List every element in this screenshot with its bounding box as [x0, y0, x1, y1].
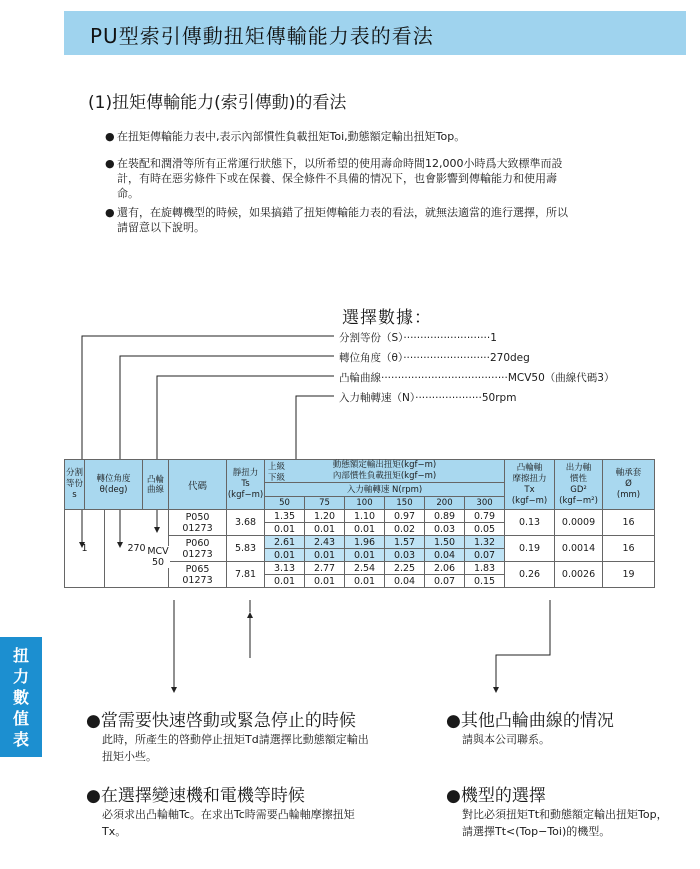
ts-cell: 5.83 [227, 536, 265, 562]
table-row: 1 270 P050 01273 3.68 1.35 1.20 1.10 0.97 0.89 0.79 0.13 0.0009 16 [65, 510, 655, 523]
hdr-angle: 轉位角度 θ(deg) [85, 460, 143, 510]
bearing-cell: 16 [603, 510, 655, 536]
torque-table: 分割等份 s 轉位角度 θ(deg) 凸輪曲線 代碼 靜扭力 Ts (kgf−m) 上級 下級 動態額定輸出扭矩(kgf−m) 內部慣性負載扭矩(kgf−m) 凸輪軸 摩擦扭力 Tx (kgf−m) 出力軸 慣性 GD² (kgf−m²) 軸承套 Ø (mm) 入力軸轉速 N(rpm) 50 75 100 150 200 300 1 270 P050 01273 3.68 1.35 1.20 1.10 0.97 0.89 0.79 0.13 0.0009 16 0.01 0.01 0.01 0.02 0.03 0.05 P060 01273 5.83 2.61 2.43 1.96 1.57 1.50 1.32 0.19 0.0014 16 0.01 0.01 0.01 0.03 0.04 0.07 P065 01273 7.81 3.13 2.77 2.54 2.25 2.06 1.83 0.26 0.0026 19 0.01 0.01 0.01 0.04 0.07 0.15 [64, 459, 655, 588]
section-title: (1)扭矩傳輸能力(索引傳動)的看法 [88, 93, 347, 113]
note-motor-selection: ●在選擇變速機和電機等時候 必須求出凸輪軸Tc。在求出Tc時需要凸輪軸摩擦扭矩Tx。 [86, 786, 355, 838]
gd-cell: 0.0014 [555, 536, 603, 562]
note-model-selection: ●機型的選擇 對比必須扭矩Tt和動態額定輸出扭矩Top，請選擇Tt<(Top−Toi)的機型。 [446, 786, 668, 838]
bullet-1: ● 在扭矩傳輸能力表中,表示內部慣性負載扭矩Toi,動態額定輸出扭矩Top。 [105, 130, 466, 143]
bullet-dot-icon: ● [86, 786, 101, 806]
hdr-split: 分割等份 s [65, 460, 85, 510]
tx-cell: 0.26 [505, 562, 555, 588]
tx-cell: 0.19 [505, 536, 555, 562]
gd-cell: 0.0026 [555, 562, 603, 588]
bullet-dot-icon: ● [105, 157, 115, 170]
hdr-dynamic: 上級 下級 動態額定輸出扭矩(kgf−m) 內部慣性負載扭矩(kgf−m) [265, 460, 505, 483]
bearing-cell: 16 [603, 536, 655, 562]
hdr-speed-200: 200 [425, 497, 465, 510]
hdr-speed-75: 75 [305, 497, 345, 510]
selection-row-angle: 轉位角度（θ）··························270deg [339, 352, 530, 364]
hdr-gd2: 出力軸 慣性 GD² (kgf−m²) [555, 460, 603, 510]
hdr-speed-150: 150 [385, 497, 425, 510]
ts-cell: 7.81 [227, 562, 265, 588]
bullet-dot-icon: ● [105, 130, 115, 143]
hdr-bearing: 軸承套 Ø (mm) [603, 460, 655, 510]
hdr-speed-300: 300 [465, 497, 505, 510]
note-other-curves: ●其他凸輪曲線的情况 請與本公司聯系。 [446, 711, 614, 746]
bullet-2: ● 在裝配和潤滑等所有正常運行狀態下，以所希望的使用壽命時間12,000小時爲大致標準而設計，有時在惡劣條件下或在保養、保全條件不具備的情况下，也會影響到傳輸能力和使用壽命。 [105, 157, 563, 200]
selection-title: 選擇數據： [342, 308, 432, 328]
gd-cell: 0.0009 [555, 510, 603, 536]
hdr-speed-100: 100 [345, 497, 385, 510]
split-value: 1 [65, 510, 105, 588]
tx-cell: 0.13 [505, 510, 555, 536]
table-row: P060 01273 5.83 2.61 2.43 1.96 1.57 1.50 1.32 0.19 0.0014 16 [65, 536, 655, 549]
note-rapid-start: ●當需要快速啓動或緊急停止的時候 此時，所產生的啓動停止扭矩Td請選擇比動態額定輸出扭矩小些。 [86, 711, 369, 763]
hdr-static: 靜扭力 Ts (kgf−m) [227, 460, 265, 510]
page-title: PU型索引傳動扭矩傳輸能力表的看法 [90, 24, 434, 48]
table-row: P065 01273 7.81 3.13 2.77 2.54 2.25 2.06 1.83 0.26 0.0026 19 [65, 562, 655, 575]
bullet-dot-icon: ● [105, 206, 115, 219]
hdr-curve: 凸輪曲線 [143, 460, 169, 510]
hdr-speed-50: 50 [265, 497, 305, 510]
selection-row-split: 分割等份（S）··························1 [339, 332, 497, 344]
hdr-code: 代碼 [169, 460, 227, 510]
bullet-dot-icon: ● [446, 786, 461, 806]
hdr-input-speed: 入力軸轉速 N(rpm) [265, 483, 505, 497]
side-tab: 扭 力 數 值 表 [0, 637, 42, 757]
hdr-cam-friction: 凸輪軸 摩擦扭力 Tx (kgf−m) [505, 460, 555, 510]
bullet-dot-icon: ● [86, 711, 101, 731]
bearing-cell: 19 [603, 562, 655, 588]
angle-value: 270 [105, 510, 169, 588]
curve-value: MCV 50 [147, 546, 169, 568]
code-cell: P050 01273 [169, 510, 227, 536]
selection-row-speed: 入力軸轉速（N）····················50rpm [339, 392, 517, 404]
code-cell: P060 01273 [169, 536, 227, 562]
bullet-dot-icon: ● [446, 711, 461, 731]
selection-row-curve: 凸輪曲線······································MCV50（曲線代碼3） [339, 372, 615, 384]
ts-cell: 3.68 [227, 510, 265, 536]
bullet-3: ● 還有，在旋轉機型的時候，如果搞錯了扭矩傳輸能力表的看法，就無法適當的進行選擇，所以請留意以下說明。 [105, 206, 568, 234]
code-cell: P065 01273 [169, 562, 227, 588]
